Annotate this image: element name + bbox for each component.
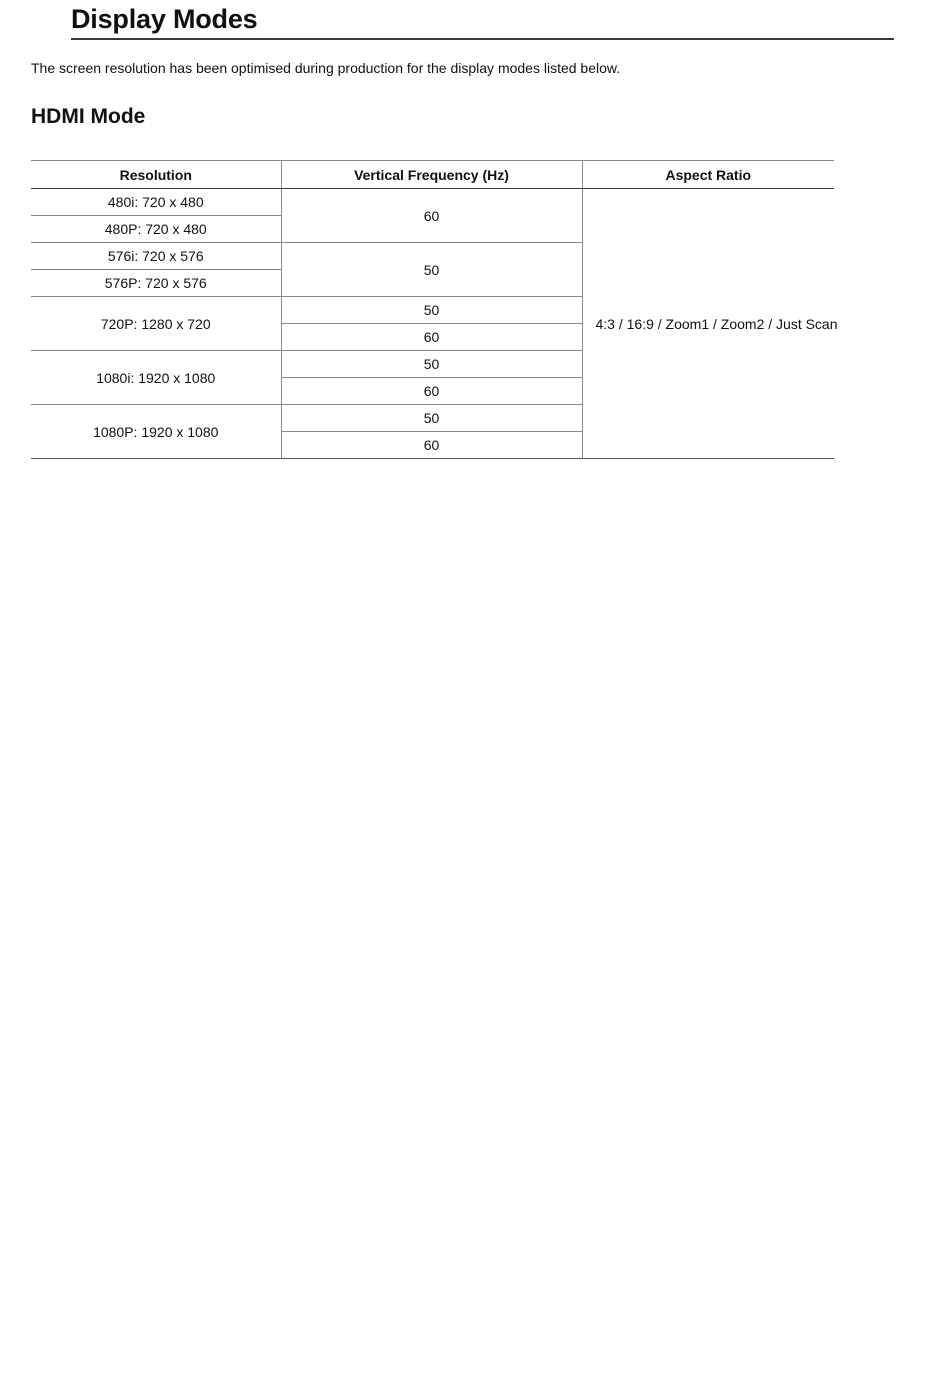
page-title: Display Modes	[71, 2, 894, 40]
resolution-cell: 576i: 720 x 576	[31, 243, 281, 270]
header-resolution: Resolution	[31, 161, 281, 189]
frequency-cell: 60	[281, 432, 582, 459]
frequency-cell: 50	[281, 297, 582, 324]
intro-text: The screen resolution has been optimised during production for the display modes listed below.	[31, 60, 621, 76]
table-header-row	[31, 161, 834, 189]
section-heading-hdmi: HDMI Mode	[31, 105, 146, 128]
aspect-ratio-cell: 4:3 / 16:9 / Zoom1 / Zoom2 / Just Scan	[582, 189, 834, 459]
resolution-cell: 1080P: 1920 x 1080	[31, 405, 281, 459]
frequency-cell: 50	[281, 351, 582, 378]
table-row	[31, 189, 834, 216]
header-aspect-ratio: Aspect Ratio	[582, 161, 834, 189]
frequency-cell: 60	[281, 324, 582, 351]
display-modes-table	[31, 160, 838, 459]
resolution-cell: 480P: 720 x 480	[31, 216, 281, 243]
resolution-cell: 720P: 1280 x 720	[31, 297, 281, 351]
frequency-cell: 50	[281, 405, 582, 432]
frequency-cell: 50	[281, 243, 582, 297]
resolution-cell: 1080i: 1920 x 1080	[31, 351, 281, 405]
header-vertical-frequency: Vertical Frequency (Hz)	[281, 161, 582, 189]
resolution-cell: 576P: 720 x 576	[31, 270, 281, 297]
frequency-cell: 60	[281, 189, 582, 243]
frequency-cell: 60	[281, 378, 582, 405]
resolution-cell: 480i: 720 x 480	[31, 189, 281, 216]
